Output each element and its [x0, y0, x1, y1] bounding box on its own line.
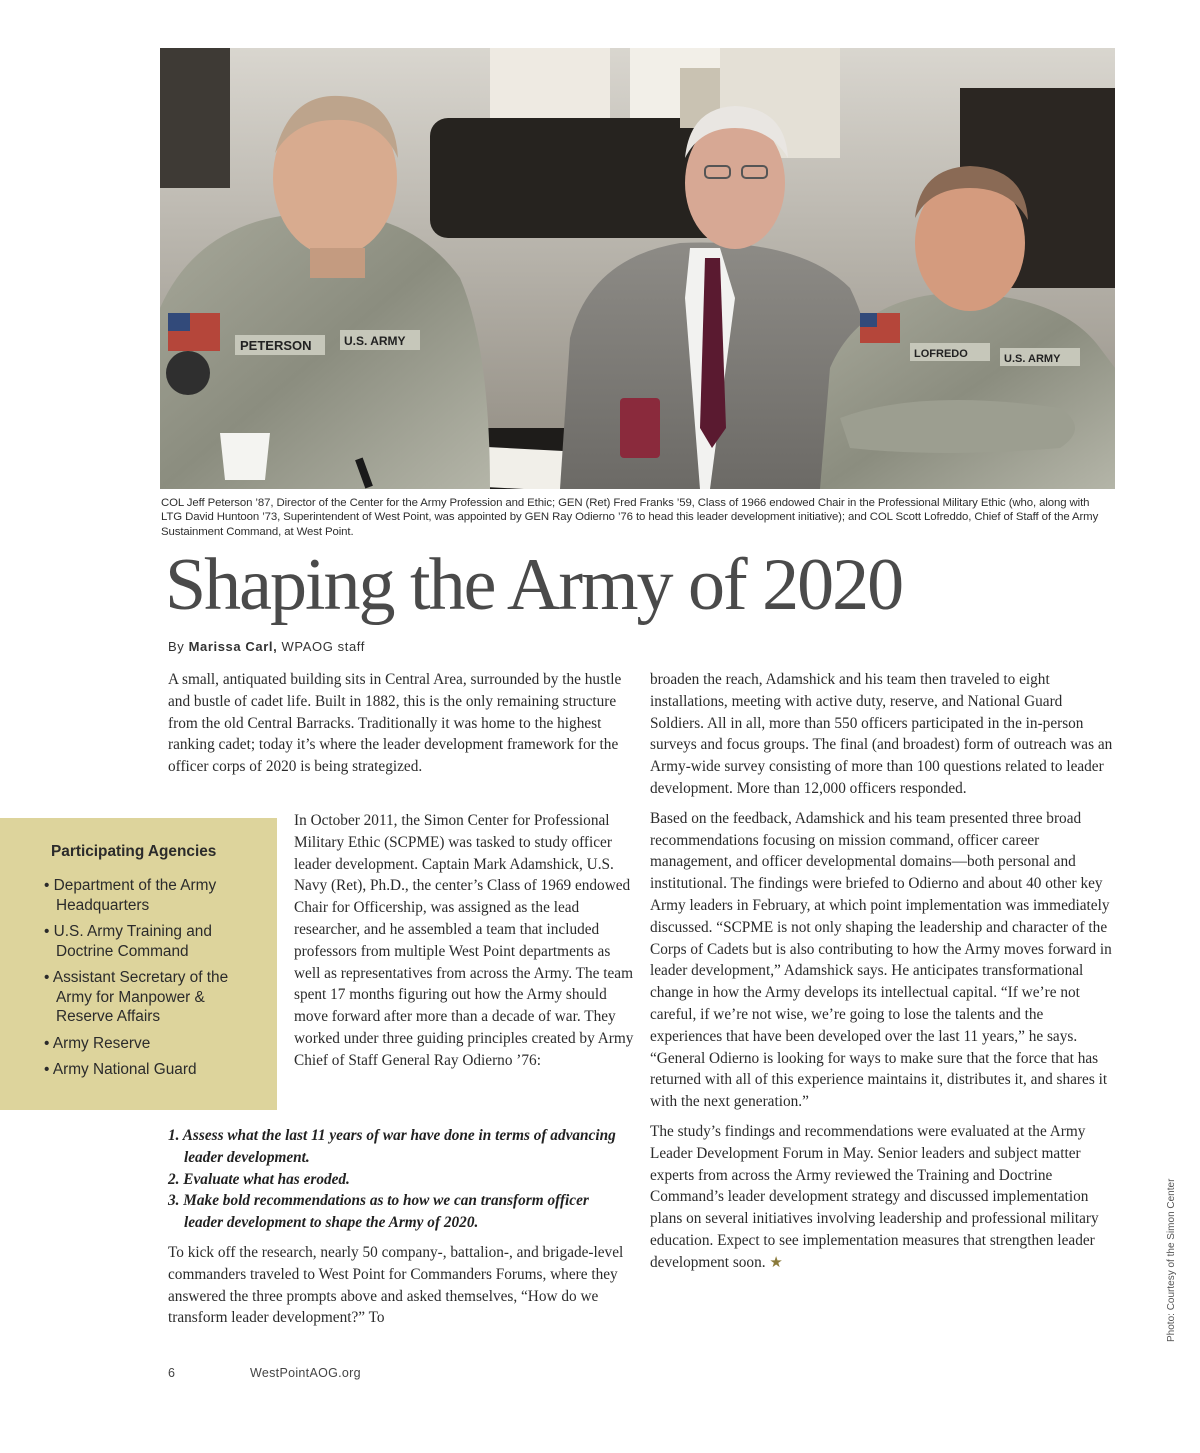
- principle-item: 1. Assess what the last 11 years of war have done in terms of advancing leader development.: [168, 1127, 616, 1166]
- intro-paragraph: A small, antiquated building sits in Central Area, surrounded by the hustle and bustle of cadet life. Built in 1882, this is the only remaining structure from the old Central Barracks. Traditionally it was home to the highest ranking cadet; today it’s where the leader development framework for the officer corps of 2020 is being strategized.: [168, 671, 622, 776]
- agency-item: • Army Reserve: [44, 1034, 151, 1052]
- principle-item: 3. Make bold recommendations as to how we can transform officer leader development to shape the Army of 2020.: [168, 1192, 589, 1232]
- article-title: Shaping the Army of 2020: [165, 544, 903, 626]
- kickoff-paragraph: To kick off the research, nearly 50 company-, battalion-, and brigade-level commanders traveled to West Point for Commanders Forums, where they answered the three prompts above and asked themselves, “How do we transform leader development?” To: [168, 1243, 624, 1327]
- right-paragraph-3: [650, 1121, 1116, 1275]
- name-tape-right: LOFREDO: [914, 348, 968, 360]
- article-photo: [160, 48, 1115, 489]
- right-column: [650, 669, 1116, 1283]
- byline-author: Marissa Carl,: [188, 639, 278, 654]
- agency-item: • U.S. Army Training and Doctrine Command: [44, 923, 212, 960]
- agency-list: [44, 876, 265, 1080]
- right-paragraph-3-text: The study’s findings and recommendations were evaluated at the Army Leader Development Forum in May. Senior leaders and subject matter experts from across the Army reviewed the Training and Doctrine Command’s leader development strategy and discussed implementation plans on several initiatives involving leadership and professional military education. Expect to see implementation measures that strengthen leader development soon.: [650, 1122, 1099, 1271]
- branch-tape-right: U.S. ARMY: [1004, 353, 1061, 365]
- middle-paragraph: In October 2011, the Simon Center for Professional Military Ethic (SCPME) was tasked to study officer leader development. Captain Mark Adamshick, U.S. Navy (Ret), Ph.D., the center’s Class of 1969 endowed Chair for Officership, was assigned as the lead researcher, and he assembled a team that included professors from multiple West Point departments as well as representatives from across the Army. The team spent 17 months figuring out how the Army should move forward after more than a decade of war. They worked under three guiding principles created by Army Chief of Staff General Ray Odierno ’76:: [294, 812, 634, 1069]
- page-number: 6: [168, 1366, 176, 1380]
- goals-and-kickoff-block: [168, 1125, 628, 1337]
- photo-credit: Photo: Courtesy of the Simon Center: [1166, 1178, 1177, 1342]
- intro-paragraph-block: [168, 669, 628, 786]
- name-tape-left: PETERSON: [240, 338, 312, 353]
- right-paragraph-2: Based on the feedback, Adamshick and his team presented three broad recommendations focusing on mission command, officer career management, and officer developmental domains—both personal and institutional. The findings were briefed to Odierno and about 40 other key Army leaders in February, at which point implementation was immediately discussed. “SCPME is not only shaping the leadership and character of the Corps of Cadets but is also contributing to how the Army moves forward in leader development,” Adamshick says. He anticipates transformational change in how the Army develops its intellectual capital. “If we’re not careful, if we’re not wise, we’re going to lose the talents and the experiences that have been developed over the last 11 years,” he says. “General Odierno is looking for ways to make sure that the force that has returned with all of this experience maintains it, distributes it, and shares it with the next generation.”: [650, 809, 1112, 1111]
- middle-paragraph-block: [294, 810, 636, 1080]
- principle-item: 2. Evaluate what has eroded.: [168, 1170, 350, 1188]
- branch-tape-left: U.S. ARMY: [344, 334, 406, 348]
- agency-item: • Assistant Secretary of the Army for Manpower & Reserve Affairs: [44, 969, 229, 1025]
- right-paragraph-1: broaden the reach, Adamshick and his team then traveled to eight installations, meeting with active duty, reserve, and National Guard Soldiers. All in all, more than 550 officers participated in the in-person surveys and focus groups. The final (and broadest) form of outreach was an Army-wide survey consisting of more than 100 questions related to leader development. More than 12,000 officers responded.: [650, 671, 1113, 797]
- agency-item: • Department of the Army Headquarters: [44, 877, 217, 914]
- byline: [168, 638, 365, 656]
- sidebar-heading: Participating Agencies: [51, 843, 217, 860]
- photo-caption: COL Jeff Peterson ’87, Director of the Center for the Army Profession and Ethic; GEN (Ret) Fred Franks ’59, Class of 1966 endowed Chair in the Professional Military Ethic (who, along with LTG David Huntoon ’73, Superintendent of West Point, was appointed by GEN Ray Odierno ’76 to head this leader development initiative); and COL Scott Lofreddo, Chief of Staff of the Army Sustainment Command, at West Point.: [161, 497, 1099, 538]
- participating-agencies-sidebar: [0, 818, 277, 1110]
- footer-site: WestPointAOG.org: [250, 1366, 361, 1380]
- end-mark-star-icon: ★: [769, 1254, 783, 1271]
- agency-item: • Army National Guard: [44, 1061, 197, 1078]
- guiding-principles-list: [168, 1125, 628, 1234]
- byline-prefix: By: [168, 639, 185, 654]
- byline-affiliation: WPAOG staff: [281, 639, 365, 654]
